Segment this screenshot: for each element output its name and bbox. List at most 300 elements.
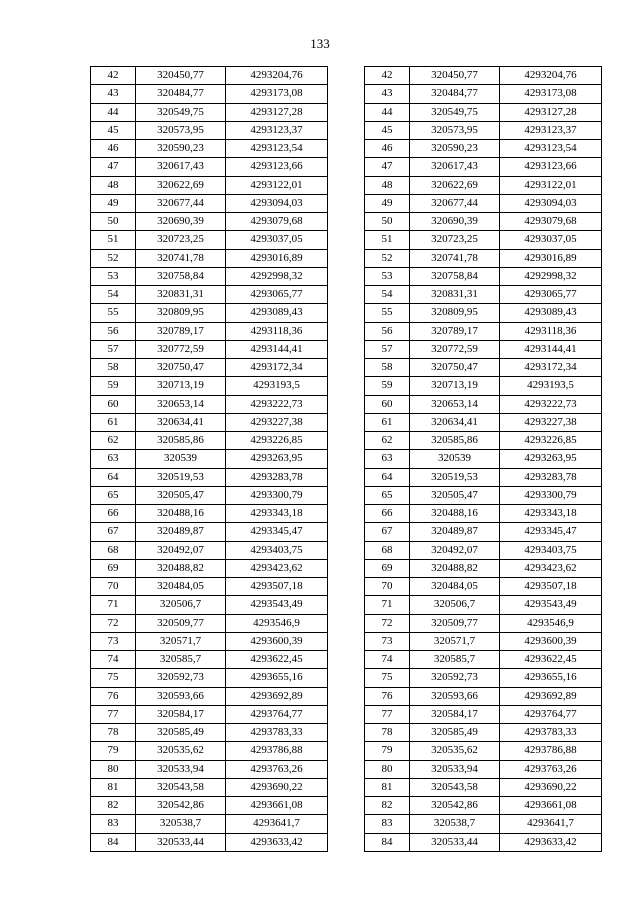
x-coordinate-cell: 320539 [136, 450, 226, 468]
x-coordinate-cell: 320772,59 [410, 340, 500, 358]
y-coordinate-cell: 4293037,05 [500, 231, 602, 249]
y-coordinate-cell: 4293172,34 [500, 359, 602, 377]
table-row [365, 724, 602, 742]
x-coordinate-cell: 320533,44 [136, 833, 226, 851]
table-row [365, 760, 602, 778]
point-number-cell: 66 [91, 505, 136, 523]
point-number-cell: 50 [91, 213, 136, 231]
point-number-cell: 77 [365, 705, 410, 723]
x-coordinate-cell: 320509,77 [410, 614, 500, 632]
table-row [365, 413, 602, 431]
x-coordinate-cell: 320590,23 [410, 140, 500, 158]
point-number-cell: 53 [91, 267, 136, 285]
y-coordinate-cell: 4293783,33 [226, 724, 328, 742]
point-number-cell: 64 [91, 468, 136, 486]
point-number-cell: 55 [91, 304, 136, 322]
table-row [91, 797, 328, 815]
point-number-cell: 62 [365, 432, 410, 450]
table-row [91, 121, 328, 139]
x-coordinate-cell: 320488,82 [136, 559, 226, 577]
table-row [91, 140, 328, 158]
y-coordinate-cell: 4293226,85 [500, 432, 602, 450]
y-coordinate-cell: 4293193,5 [226, 377, 328, 395]
point-number-cell: 82 [365, 797, 410, 815]
y-coordinate-cell: 4293423,62 [500, 559, 602, 577]
y-coordinate-cell: 4293193,5 [500, 377, 602, 395]
point-number-cell: 52 [91, 249, 136, 267]
table-row [91, 322, 328, 340]
x-coordinate-cell: 320789,17 [136, 322, 226, 340]
y-coordinate-cell: 4293016,89 [226, 249, 328, 267]
x-coordinate-cell: 320585,7 [410, 651, 500, 669]
table-row [91, 377, 328, 395]
table-row [365, 67, 602, 85]
y-coordinate-cell: 4293507,18 [500, 578, 602, 596]
coordinates-table-right [364, 66, 602, 852]
point-number-cell: 47 [365, 158, 410, 176]
table-row [91, 815, 328, 833]
y-coordinate-cell: 4293622,45 [500, 651, 602, 669]
table-row [365, 85, 602, 103]
point-number-cell: 65 [91, 486, 136, 504]
x-coordinate-cell: 320519,53 [136, 468, 226, 486]
y-coordinate-cell: 4293283,78 [500, 468, 602, 486]
x-coordinate-cell: 320549,75 [136, 103, 226, 121]
x-coordinate-cell: 320585,86 [410, 432, 500, 450]
y-coordinate-cell: 4293300,79 [500, 486, 602, 504]
point-number-cell: 81 [91, 778, 136, 796]
table-row [91, 413, 328, 431]
x-coordinate-cell: 320533,44 [410, 833, 500, 851]
point-number-cell: 51 [365, 231, 410, 249]
x-coordinate-cell: 320505,47 [136, 486, 226, 504]
point-number-cell: 79 [365, 742, 410, 760]
x-coordinate-cell: 320488,16 [136, 505, 226, 523]
y-coordinate-cell: 4293118,36 [500, 322, 602, 340]
point-number-cell: 62 [91, 432, 136, 450]
x-coordinate-cell: 320634,41 [410, 413, 500, 431]
point-number-cell: 75 [91, 669, 136, 687]
table-row [365, 359, 602, 377]
x-coordinate-cell: 320585,49 [136, 724, 226, 742]
y-coordinate-cell: 4293016,89 [500, 249, 602, 267]
y-coordinate-cell: 4293122,01 [226, 176, 328, 194]
table-row [91, 705, 328, 723]
point-number-cell: 83 [365, 815, 410, 833]
x-coordinate-cell: 320585,49 [410, 724, 500, 742]
y-coordinate-cell: 4293661,08 [226, 797, 328, 815]
y-coordinate-cell: 4293655,16 [226, 669, 328, 687]
point-number-cell: 43 [91, 85, 136, 103]
x-coordinate-cell: 320450,77 [136, 67, 226, 85]
x-coordinate-cell: 320573,95 [410, 121, 500, 139]
point-number-cell: 84 [91, 833, 136, 851]
point-number-cell: 48 [365, 176, 410, 194]
x-coordinate-cell: 320653,14 [136, 395, 226, 413]
point-number-cell: 84 [365, 833, 410, 851]
point-number-cell: 60 [365, 395, 410, 413]
y-coordinate-cell: 4293144,41 [226, 340, 328, 358]
point-number-cell: 65 [365, 486, 410, 504]
y-coordinate-cell: 4293633,42 [500, 833, 602, 851]
y-coordinate-cell: 4293600,39 [226, 632, 328, 650]
point-number-cell: 78 [91, 724, 136, 742]
point-number-cell: 82 [91, 797, 136, 815]
y-coordinate-cell: 4293764,77 [226, 705, 328, 723]
y-coordinate-cell: 4293123,37 [500, 121, 602, 139]
table-row [91, 596, 328, 614]
table-row [365, 632, 602, 650]
point-number-cell: 55 [365, 304, 410, 322]
table-row [365, 432, 602, 450]
x-coordinate-cell: 320543,58 [136, 778, 226, 796]
table-row [91, 724, 328, 742]
x-coordinate-cell: 320617,43 [136, 158, 226, 176]
y-coordinate-cell: 4293423,62 [226, 559, 328, 577]
point-number-cell: 56 [91, 322, 136, 340]
point-number-cell: 61 [365, 413, 410, 431]
point-number-cell: 46 [91, 140, 136, 158]
y-coordinate-cell: 4293089,43 [226, 304, 328, 322]
table-row [91, 194, 328, 212]
x-coordinate-cell: 320538,7 [136, 815, 226, 833]
y-coordinate-cell: 4293763,26 [226, 760, 328, 778]
y-coordinate-cell: 4293227,38 [500, 413, 602, 431]
table-row [365, 395, 602, 413]
table-row [365, 231, 602, 249]
x-coordinate-cell: 320484,77 [410, 85, 500, 103]
table-row [91, 833, 328, 851]
point-number-cell: 80 [91, 760, 136, 778]
y-coordinate-cell: 4293641,7 [226, 815, 328, 833]
y-coordinate-cell: 4293661,08 [500, 797, 602, 815]
point-number-cell: 63 [365, 450, 410, 468]
table-row [91, 395, 328, 413]
point-number-cell: 71 [365, 596, 410, 614]
x-coordinate-cell: 320543,58 [410, 778, 500, 796]
x-coordinate-cell: 320593,66 [136, 687, 226, 705]
table-row [91, 176, 328, 194]
x-coordinate-cell: 320533,94 [136, 760, 226, 778]
point-number-cell: 83 [91, 815, 136, 833]
point-number-cell: 64 [365, 468, 410, 486]
point-number-cell: 77 [91, 705, 136, 723]
x-coordinate-cell: 320506,7 [410, 596, 500, 614]
y-coordinate-cell: 4293173,08 [226, 85, 328, 103]
table-row [91, 669, 328, 687]
y-coordinate-cell: 4293123,54 [226, 140, 328, 158]
point-number-cell: 72 [365, 614, 410, 632]
x-coordinate-cell: 320506,7 [136, 596, 226, 614]
point-number-cell: 48 [91, 176, 136, 194]
point-number-cell: 66 [365, 505, 410, 523]
y-coordinate-cell: 4293546,9 [500, 614, 602, 632]
table-row [365, 669, 602, 687]
x-coordinate-cell: 320590,23 [136, 140, 226, 158]
table-row [91, 267, 328, 285]
point-number-cell: 50 [365, 213, 410, 231]
table-row [91, 651, 328, 669]
y-coordinate-cell: 4293127,28 [226, 103, 328, 121]
x-coordinate-cell: 320538,7 [410, 815, 500, 833]
table-row [91, 687, 328, 705]
x-coordinate-cell: 320758,84 [410, 267, 500, 285]
y-coordinate-cell: 4293507,18 [226, 578, 328, 596]
point-number-cell: 57 [91, 340, 136, 358]
x-coordinate-cell: 320789,17 [410, 322, 500, 340]
y-coordinate-cell: 4293763,26 [500, 760, 602, 778]
y-coordinate-cell: 4293786,88 [226, 742, 328, 760]
point-number-cell: 74 [91, 651, 136, 669]
point-number-cell: 42 [365, 67, 410, 85]
table-row [91, 468, 328, 486]
point-number-cell: 53 [365, 267, 410, 285]
point-number-cell: 59 [91, 377, 136, 395]
point-number-cell: 71 [91, 596, 136, 614]
y-coordinate-cell: 4293127,28 [500, 103, 602, 121]
y-coordinate-cell: 4293094,03 [500, 194, 602, 212]
y-coordinate-cell: 4293089,43 [500, 304, 602, 322]
y-coordinate-cell: 4293343,18 [226, 505, 328, 523]
y-coordinate-cell: 4293403,75 [500, 541, 602, 559]
table-row [365, 523, 602, 541]
point-number-cell: 70 [91, 578, 136, 596]
x-coordinate-cell: 320713,19 [136, 377, 226, 395]
x-coordinate-cell: 320484,05 [410, 578, 500, 596]
x-coordinate-cell: 320772,59 [136, 340, 226, 358]
x-coordinate-cell: 320584,17 [410, 705, 500, 723]
table-row [91, 304, 328, 322]
y-coordinate-cell: 4293655,16 [500, 669, 602, 687]
point-number-cell: 43 [365, 85, 410, 103]
coordinates-table-left [90, 66, 328, 852]
y-coordinate-cell: 4293633,42 [226, 833, 328, 851]
x-coordinate-cell: 320488,82 [410, 559, 500, 577]
point-number-cell: 44 [91, 103, 136, 121]
x-coordinate-cell: 320750,47 [410, 359, 500, 377]
table-row [91, 541, 328, 559]
y-coordinate-cell: 4293123,66 [226, 158, 328, 176]
point-number-cell: 67 [91, 523, 136, 541]
point-number-cell: 63 [91, 450, 136, 468]
y-coordinate-cell: 4293037,05 [226, 231, 328, 249]
x-coordinate-cell: 320677,44 [136, 194, 226, 212]
point-number-cell: 49 [365, 194, 410, 212]
y-coordinate-cell: 4293065,77 [500, 286, 602, 304]
y-coordinate-cell: 4293227,38 [226, 413, 328, 431]
x-coordinate-cell: 320741,78 [410, 249, 500, 267]
table-row [91, 103, 328, 121]
x-coordinate-cell: 320509,77 [136, 614, 226, 632]
table-row [91, 778, 328, 796]
y-coordinate-cell: 4293065,77 [226, 286, 328, 304]
table-row [91, 742, 328, 760]
x-coordinate-cell: 320450,77 [410, 67, 500, 85]
y-coordinate-cell: 4293204,76 [226, 67, 328, 85]
table-row [365, 797, 602, 815]
table-row [365, 377, 602, 395]
table-row [365, 578, 602, 596]
table-row [91, 614, 328, 632]
table-row [365, 486, 602, 504]
point-number-cell: 49 [91, 194, 136, 212]
table-row [365, 614, 602, 632]
x-coordinate-cell: 320622,69 [410, 176, 500, 194]
table-row [91, 450, 328, 468]
x-coordinate-cell: 320831,31 [136, 286, 226, 304]
x-coordinate-cell: 320634,41 [136, 413, 226, 431]
y-coordinate-cell: 4293543,49 [226, 596, 328, 614]
point-number-cell: 52 [365, 249, 410, 267]
page-number: 133 [310, 36, 330, 51]
x-coordinate-cell: 320549,75 [410, 103, 500, 121]
y-coordinate-cell: 4292998,32 [226, 267, 328, 285]
x-coordinate-cell: 320690,39 [410, 213, 500, 231]
x-coordinate-cell: 320492,07 [410, 541, 500, 559]
x-coordinate-cell: 320584,17 [136, 705, 226, 723]
y-coordinate-cell: 4293690,22 [500, 778, 602, 796]
point-number-cell: 74 [365, 651, 410, 669]
x-coordinate-cell: 320542,86 [410, 797, 500, 815]
point-number-cell: 60 [91, 395, 136, 413]
y-coordinate-cell: 4293079,68 [500, 213, 602, 231]
y-coordinate-cell: 4293079,68 [226, 213, 328, 231]
x-coordinate-cell: 320593,66 [410, 687, 500, 705]
x-coordinate-cell: 320571,7 [410, 632, 500, 650]
point-number-cell: 79 [91, 742, 136, 760]
table-row [365, 158, 602, 176]
y-coordinate-cell: 4293122,01 [500, 176, 602, 194]
point-number-cell: 81 [365, 778, 410, 796]
y-coordinate-cell: 4293692,89 [500, 687, 602, 705]
x-coordinate-cell: 320723,25 [410, 231, 500, 249]
point-number-cell: 73 [365, 632, 410, 650]
table-row [91, 67, 328, 85]
table-row [91, 249, 328, 267]
y-coordinate-cell: 4293144,41 [500, 340, 602, 358]
y-coordinate-cell: 4293546,9 [226, 614, 328, 632]
x-coordinate-cell: 320585,7 [136, 651, 226, 669]
y-coordinate-cell: 4293641,7 [500, 815, 602, 833]
point-number-cell: 47 [91, 158, 136, 176]
table-row [365, 468, 602, 486]
y-coordinate-cell: 4293622,45 [226, 651, 328, 669]
table-row [365, 778, 602, 796]
point-number-cell: 51 [91, 231, 136, 249]
y-coordinate-cell: 4293123,54 [500, 140, 602, 158]
y-coordinate-cell: 4293222,73 [226, 395, 328, 413]
y-coordinate-cell: 4293263,95 [500, 450, 602, 468]
x-coordinate-cell: 320677,44 [410, 194, 500, 212]
point-number-cell: 76 [365, 687, 410, 705]
x-coordinate-cell: 320505,47 [410, 486, 500, 504]
x-coordinate-cell: 320809,95 [136, 304, 226, 322]
x-coordinate-cell: 320750,47 [136, 359, 226, 377]
point-number-cell: 73 [91, 632, 136, 650]
x-coordinate-cell: 320585,86 [136, 432, 226, 450]
y-coordinate-cell: 4293692,89 [226, 687, 328, 705]
y-coordinate-cell: 4293345,47 [226, 523, 328, 541]
table-row [91, 359, 328, 377]
table-row [91, 486, 328, 504]
x-coordinate-cell: 320592,73 [136, 669, 226, 687]
table-row [91, 632, 328, 650]
table-row [365, 140, 602, 158]
table-row [365, 833, 602, 851]
table-row [365, 286, 602, 304]
x-coordinate-cell: 320617,43 [410, 158, 500, 176]
x-coordinate-cell: 320492,07 [136, 541, 226, 559]
x-coordinate-cell: 320488,16 [410, 505, 500, 523]
x-coordinate-cell: 320489,87 [136, 523, 226, 541]
y-coordinate-cell: 4293600,39 [500, 632, 602, 650]
table-row [91, 578, 328, 596]
point-number-cell: 61 [91, 413, 136, 431]
table-row [91, 85, 328, 103]
table-row [365, 340, 602, 358]
x-coordinate-cell: 320519,53 [410, 468, 500, 486]
table-row [365, 450, 602, 468]
point-number-cell: 68 [365, 541, 410, 559]
x-coordinate-cell: 320484,05 [136, 578, 226, 596]
y-coordinate-cell: 4293222,73 [500, 395, 602, 413]
x-coordinate-cell: 320542,86 [136, 797, 226, 815]
y-coordinate-cell: 4293786,88 [500, 742, 602, 760]
x-coordinate-cell: 320539 [410, 450, 500, 468]
point-number-cell: 44 [365, 103, 410, 121]
point-number-cell: 54 [91, 286, 136, 304]
point-number-cell: 45 [365, 121, 410, 139]
point-number-cell: 75 [365, 669, 410, 687]
y-coordinate-cell: 4293123,37 [226, 121, 328, 139]
y-coordinate-cell: 4293690,22 [226, 778, 328, 796]
point-number-cell: 76 [91, 687, 136, 705]
y-coordinate-cell: 4293204,76 [500, 67, 602, 85]
x-coordinate-cell: 320758,84 [136, 267, 226, 285]
y-coordinate-cell: 4293263,95 [226, 450, 328, 468]
x-coordinate-cell: 320831,31 [410, 286, 500, 304]
x-coordinate-cell: 320573,95 [136, 121, 226, 139]
table-row [91, 432, 328, 450]
table-row [91, 231, 328, 249]
y-coordinate-cell: 4292998,32 [500, 267, 602, 285]
x-coordinate-cell: 320571,7 [136, 632, 226, 650]
point-number-cell: 58 [91, 359, 136, 377]
table-row [91, 340, 328, 358]
point-number-cell: 54 [365, 286, 410, 304]
y-coordinate-cell: 4293783,33 [500, 724, 602, 742]
x-coordinate-cell: 320713,19 [410, 377, 500, 395]
table-row [365, 194, 602, 212]
table-row [365, 815, 602, 833]
table-row [365, 541, 602, 559]
table-row [365, 249, 602, 267]
x-coordinate-cell: 320535,62 [410, 742, 500, 760]
x-coordinate-cell: 320533,94 [410, 760, 500, 778]
table-row [365, 121, 602, 139]
point-number-cell: 56 [365, 322, 410, 340]
table-row [91, 559, 328, 577]
x-coordinate-cell: 320592,73 [410, 669, 500, 687]
table-row [91, 158, 328, 176]
table-row [91, 760, 328, 778]
x-coordinate-cell: 320535,62 [136, 742, 226, 760]
y-coordinate-cell: 4293345,47 [500, 523, 602, 541]
y-coordinate-cell: 4293343,18 [500, 505, 602, 523]
table-row [365, 176, 602, 194]
x-coordinate-cell: 320809,95 [410, 304, 500, 322]
point-number-cell: 70 [365, 578, 410, 596]
